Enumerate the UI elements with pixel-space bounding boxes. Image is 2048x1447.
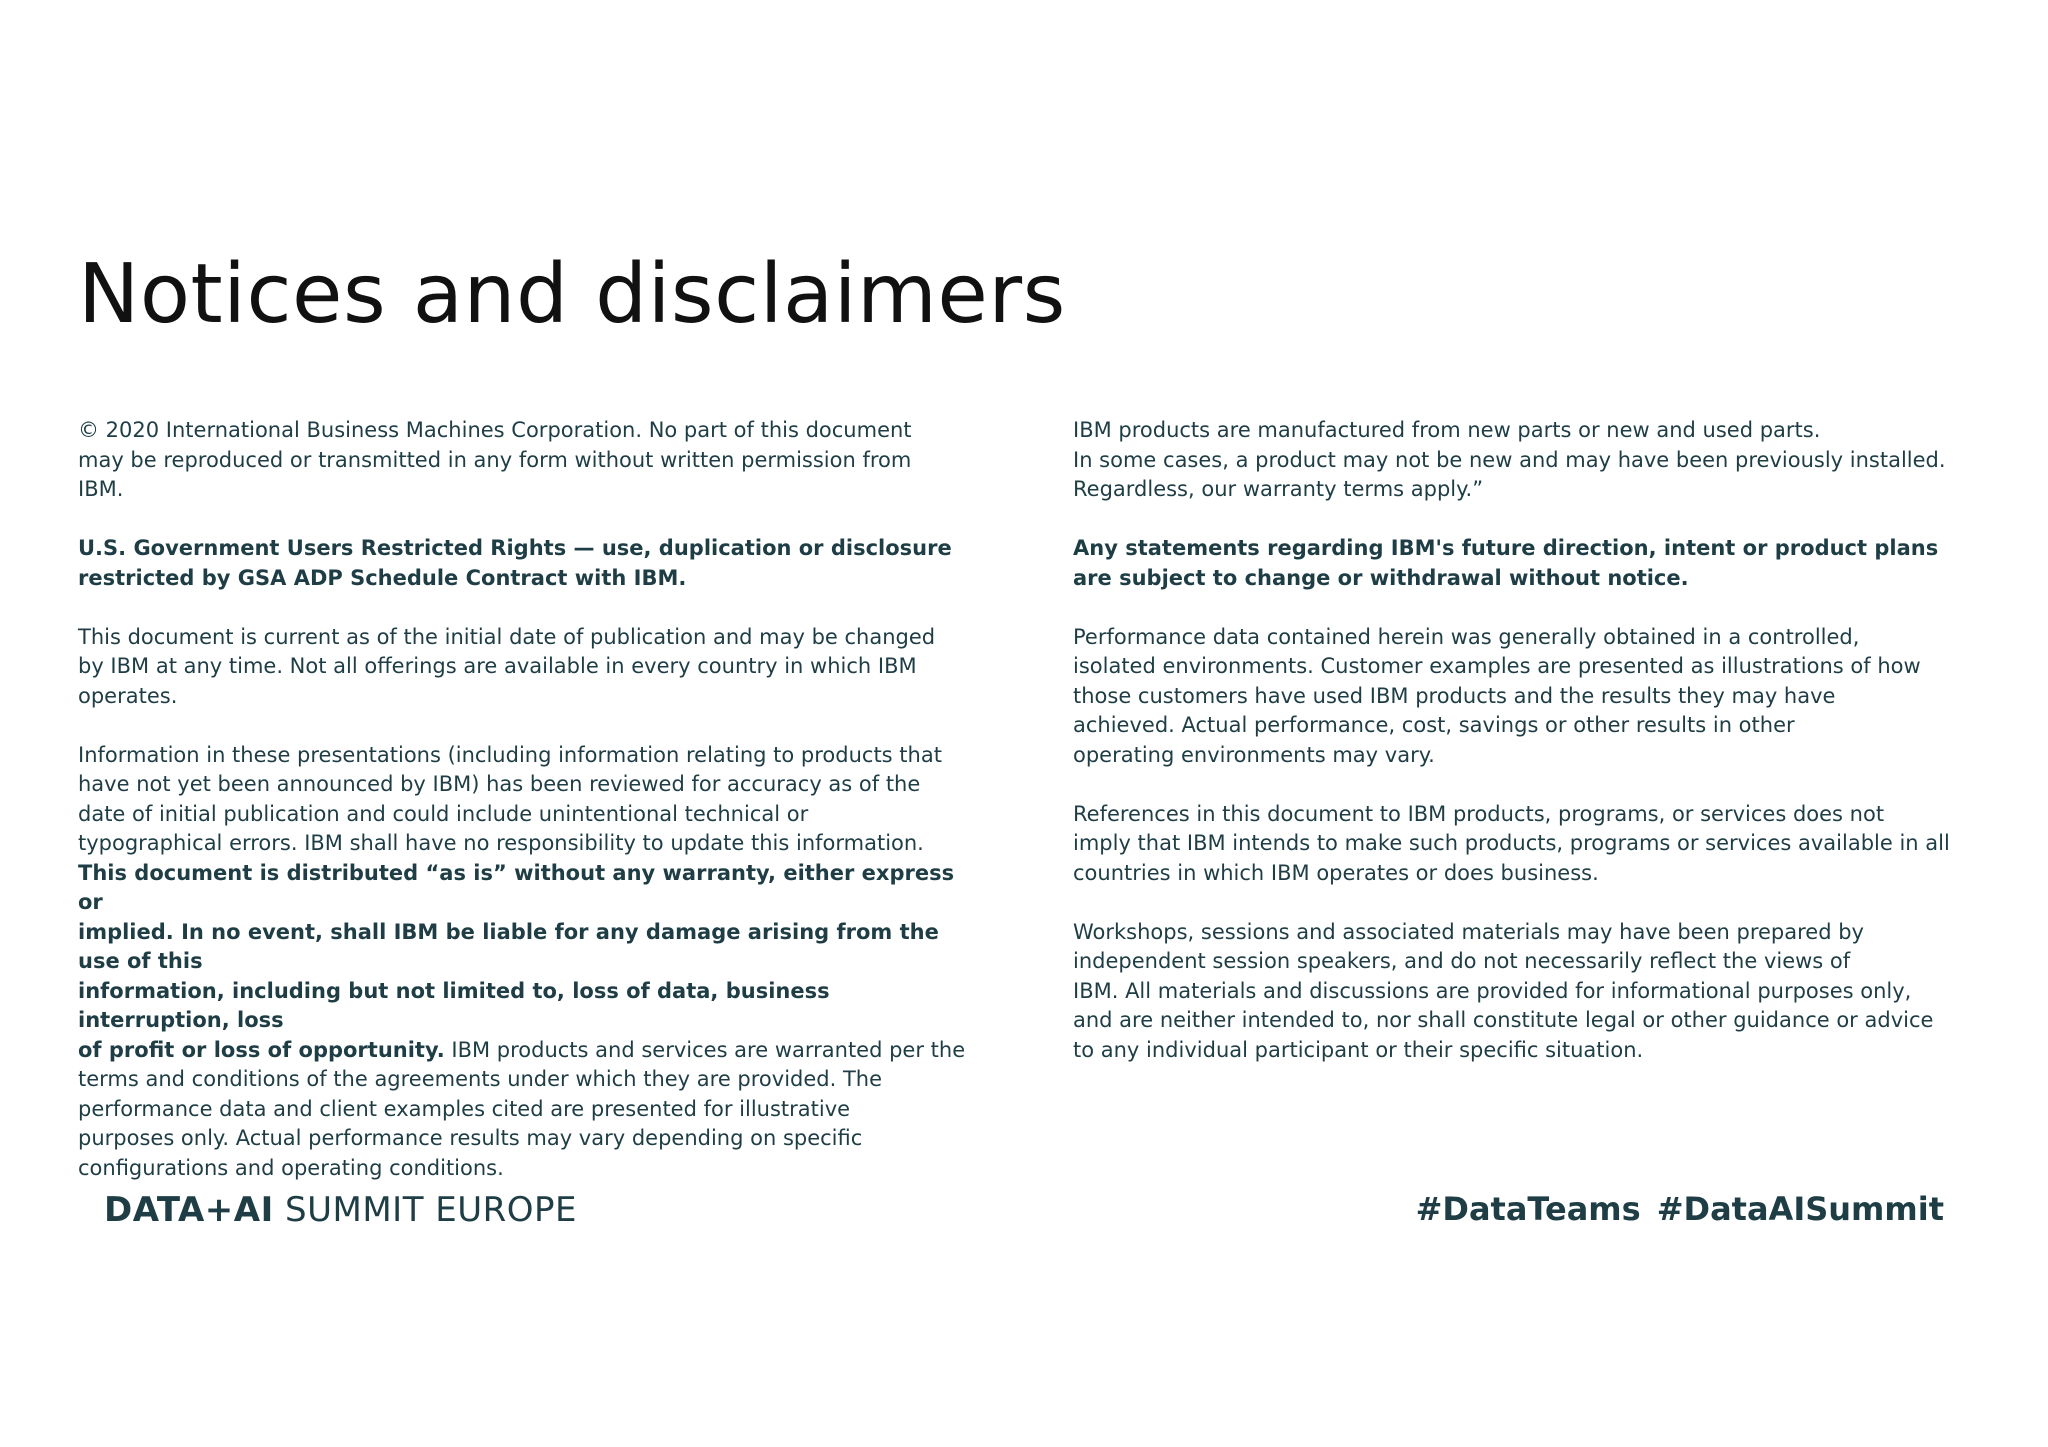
references-notice: References in this document to IBM products, programs, or services does not imply that IBM intends to make such products, programs or services available in all countries in which IBM operates or does business. <box>1073 801 1950 885</box>
workshops-notice: Workshops, sessions and associated materials may have been prepared by independent session speakers, and do not necessarily reflect the views of IBM. All materials and discussions are provided for informational purposes only, and are neither intended to, nor shall constitute legal or other guidance or advice to any individual participant or their specific situation. <box>1073 919 1934 1062</box>
hashtag-data-teams: #DataTeams <box>1415 1190 1641 1228</box>
currency-notice: This document is current as of the initial date of publication and may be changed by IBM at any time. Not all offerings are available in every country in which IBM operates. <box>78 624 936 708</box>
accuracy-warranty-notice <box>78 741 978 1184</box>
page-title: Notices and disclaimers <box>78 247 1066 342</box>
brand-bold-text: DATA+AI <box>104 1190 274 1230</box>
warranty-terms-text: IBM products and services are warranted per the terms and conditions of the agreements under which they are provided. The performance data and client examples cited are presented for illustrative purposes only. Actual performance results may vary depending on specific configurations and operating conditions. <box>78 1037 966 1180</box>
as-is-warranty-text: This document is distributed “as is” without any warranty, either express or implied. In no event, shall IBM be liable for any damage arising from the use of this information, including but not limited to, loss of data, business interruption, loss of profit or loss of opportunity. <box>78 860 955 1062</box>
future-direction-notice: Any statements regarding IBM's future direction, intent or product plans are subject to change or withdrawal without notice. <box>1073 536 1939 590</box>
performance-data-notice: Performance data contained herein was generally obtained in a controlled, isolated environments. Customer examples are presented as illustrations of how those customers have used IBM products and the results they may have achieved. Actual performance, cost, savings or other results in other operating environments may vary. <box>1073 624 1921 767</box>
right-column <box>1073 416 1973 1065</box>
parts-notice: IBM products are manufactured from new parts or new and used parts. In some cases, a product may not be new and may have been previously installed. Regardless, our warranty terms apply.” <box>1073 418 1946 501</box>
accuracy-text: Information in these presentations (including information relating to products that have not yet been announced by IBM) has been reviewed for accuracy as of the date of initial publication and could include unintentional technical or typographical errors. IBM shall have no responsibility to update this information. <box>78 742 942 855</box>
event-brand-logo <box>104 1190 577 1230</box>
footer-hashtags <box>1416 1190 1944 1228</box>
brand-regular-text: SUMMIT EUROPE <box>273 1190 578 1230</box>
copyright-notice: © 2020 International Business Machines Corporation. No part of this document may be reproduced or transmitted in any form without written permission from IBM. <box>78 418 912 501</box>
left-column <box>78 416 978 1183</box>
government-rights-notice: U.S. Government Users Restricted Rights — use, duplication or disclosure restricted by GSA ADP Schedule Contract with IBM. <box>78 536 952 590</box>
hashtag-data-ai-summit: #DataAISummit <box>1656 1190 1944 1228</box>
